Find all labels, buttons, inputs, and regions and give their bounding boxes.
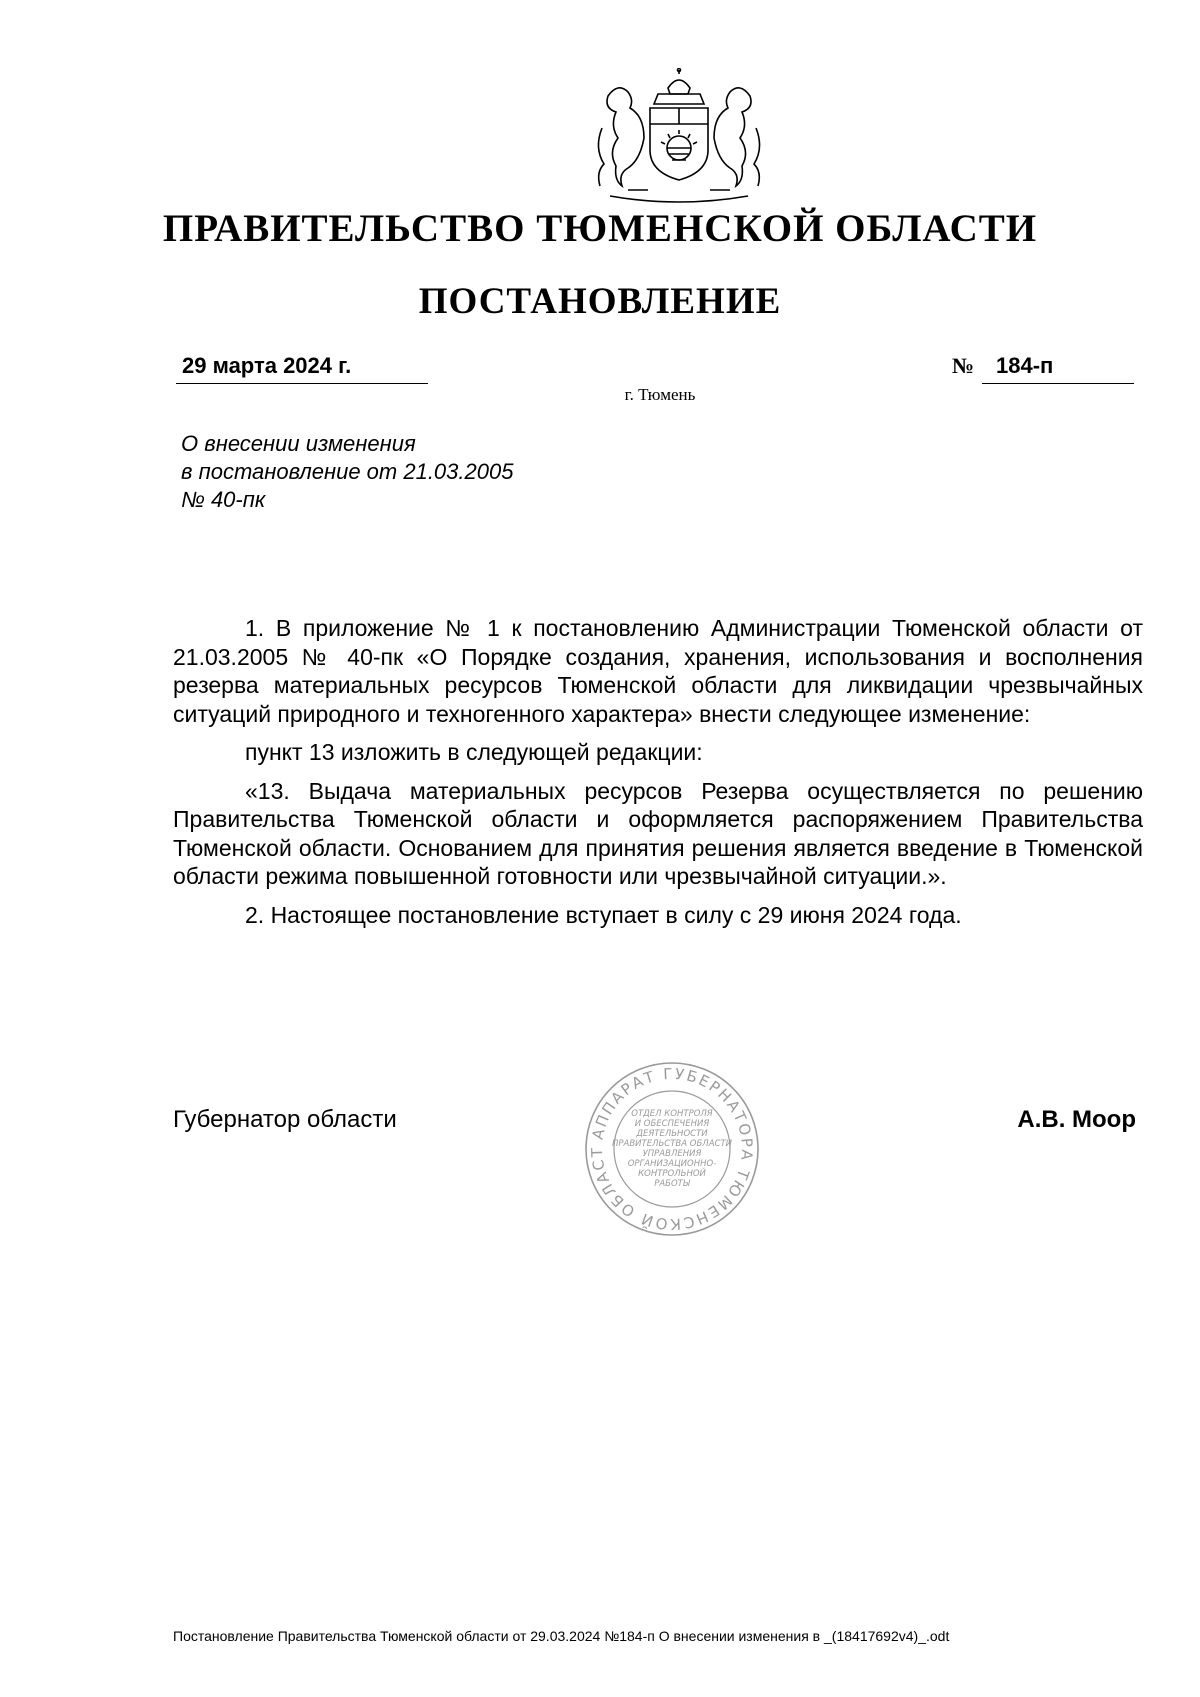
body-paragraph: 2. Настоящее постановление вступает в силу с 29 июня 2024 года. xyxy=(245,901,962,928)
official-seal-stamp xyxy=(583,1060,761,1238)
subject-line: № 40-пк xyxy=(181,487,266,512)
document-subject xyxy=(181,430,513,514)
document-number-label: № xyxy=(952,353,975,378)
subject-line: О внесении изменения xyxy=(181,431,416,456)
document-type-title: ПОСТАНОВЛЕНИЕ xyxy=(418,281,782,322)
svg-text:ДЕЯТЕЛЬНОСТИ: ДЕЯТЕЛЬНОСТИ xyxy=(636,1129,708,1139)
svg-text:ОТДЕЛ КОНТРОЛЯ: ОТДЕЛ КОНТРОЛЯ xyxy=(631,1109,713,1119)
svg-text:ОРГАНИЗАЦИОННО-: ОРГАНИЗАЦИОННО- xyxy=(627,1159,717,1169)
document-date xyxy=(176,353,428,384)
organization-title: ПРАВИТЕЛЬСТВО ТЮМЕНСКОЙ ОБЛАСТИ xyxy=(162,207,1038,250)
body-paragraph: 1. В приложение № 1 к постановлению Администрации Тюменской области от 21.03.2005 № 40-пк «О Порядке создания, хранения, использования и восполнения резерва материальных ресурсов Тюменской области для ликвидации чрезвычайных ситуаций природного и техногенного характера» внести следующее изменение: xyxy=(173,615,1143,727)
body-paragraph: «13. Выдача материальных ресурсов Резерва осуществляется по решению Правительства Тюменской области и оформляется распоряжением Правительства Тюменской области. Основанием для принятия решения является введение в Тюменской области режима повышенной готовности или чрезвычайной ситуации.». xyxy=(173,777,1143,889)
signatory-name: А.В. Моор xyxy=(1017,1106,1136,1133)
document-number xyxy=(982,353,1134,384)
document-date-text: 29 марта 2024 г. xyxy=(182,353,352,378)
document-body xyxy=(173,614,1143,939)
svg-text:РАБОТЫ: РАБОТЫ xyxy=(654,1179,690,1189)
body-paragraph: пункт 13 изложить в следующей редакции: xyxy=(245,739,703,765)
svg-text:АППАРАТ ГУБЕРНАТОРА ТЮМЕНСКОЙ: АППАРАТ ГУБЕРНАТОРА ТЮМЕНСКОЙ ОБЛАСТ xyxy=(587,1064,757,1234)
subject-line: в постановление от 21.03.2005 xyxy=(181,459,514,484)
svg-text:КОНТРОЛЬНОЙ: КОНТРОЛЬНОЙ xyxy=(638,1169,706,1179)
svg-text:УПРАВЛЕНИЯ: УПРАВЛЕНИЯ xyxy=(642,1149,702,1159)
document-city: г. Тюмень xyxy=(624,385,696,404)
svg-text:И ОБЕСПЕЧЕНИЯ: И ОБЕСПЕЧЕНИЯ xyxy=(634,1119,710,1129)
signatory-title: Губернатор области xyxy=(173,1106,397,1133)
coat-of-arms-emblem xyxy=(588,68,770,210)
document-number-text: 184-п xyxy=(996,353,1054,378)
document-footer: Постановление Правительства Тюменской области от 29.03.2024 №184-п О внесении изменения в _(18417692v4)_.odt xyxy=(173,1628,950,1644)
svg-text:ПРАВИТЕЛЬСТВА ОБЛАСТИ: ПРАВИТЕЛЬСТВА ОБЛАСТИ xyxy=(612,1139,732,1149)
